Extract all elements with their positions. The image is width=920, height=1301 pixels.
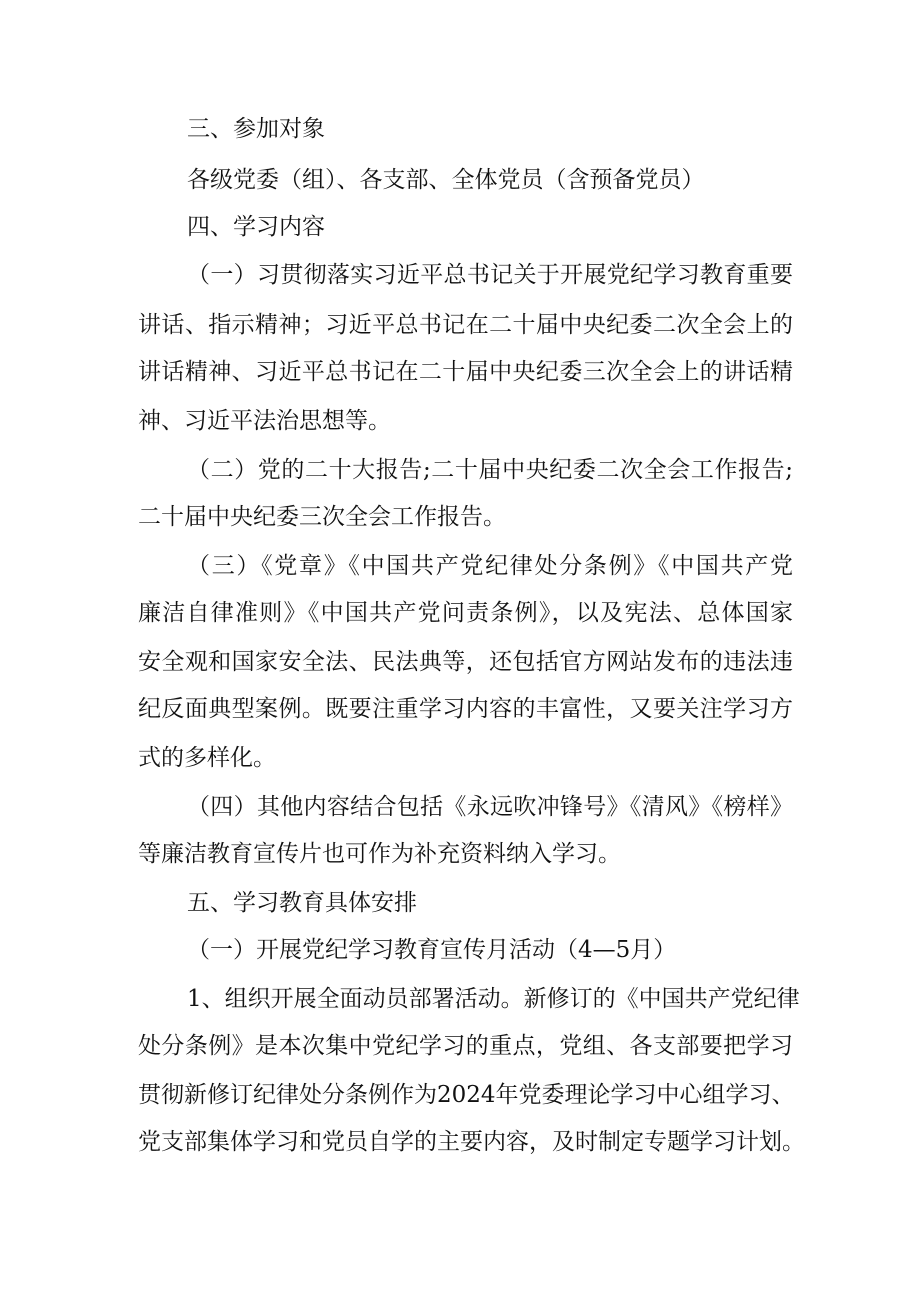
paragraph-line: 讲话、指示精神；习近平总书记在二十届中央纪委二次全会上的: [138, 312, 793, 338]
section-heading-content: 四、学习内容: [187, 214, 325, 240]
paragraph-line: 处分条例》是本次集中党纪学习的重点，党组、各支部要把学习: [138, 1033, 793, 1059]
paragraph-line: （三）《党章》《中国共产党纪律处分条例》《中国共产党: [187, 553, 793, 579]
paragraph-line: （一）习贯彻落实习近平总书记关于开展党纪学习教育重要: [187, 262, 793, 288]
paragraph-line: 贯彻新修订纪律处分条例作为2024年党委理论学习中心组学习、: [138, 1082, 795, 1108]
paragraph-line: 党支部集体学习和党员自学的主要内容，及时制定专题学习计划。: [138, 1129, 805, 1155]
paragraph-line: （二）党的二十大报告;二十届中央纪委二次全会工作报告;: [187, 457, 793, 483]
section-heading-arrangement: 五、学习教育具体安排: [187, 890, 417, 916]
section-heading-participants: 三、参加对象: [187, 116, 325, 142]
paragraph-line: 1、组织开展全面动员部署活动。新修订的《中国共产党纪律: [187, 986, 800, 1012]
paragraph-line: 各级党委（组）、各支部、全体党员（含预备党员）: [187, 167, 705, 193]
paragraph-line: 神、习近平法治思想等。: [138, 408, 391, 434]
paragraph-line: 等廉洁教育宣传片也可作为补充资料纳入学习。: [138, 841, 621, 867]
subsection-heading: （一）开展党纪学习教育宣传月活动（4—5月）: [187, 937, 677, 963]
paragraph-line: 二十届中央纪委三次全会工作报告。: [138, 504, 506, 530]
paragraph-line: （四）其他内容结合包括《永远吹冲锋号》《清风》《榜样》: [187, 794, 793, 820]
paragraph-line: 讲话精神、习近平总书记在二十届中央纪委三次全会上的讲话精: [138, 359, 793, 385]
paragraph-line: 纪反面典型案例。既要注重学习内容的丰富性，又要关注学习方: [138, 696, 793, 722]
paragraph-line: 安全观和国家安全法、民法典等，还包括官方网站发布的违法违: [138, 649, 793, 675]
paragraph-line: 廉洁自律准则》《中国共产党问责条例》，以及宪法、总体国家: [138, 600, 793, 626]
paragraph-line: 式的多样化。: [138, 745, 276, 771]
